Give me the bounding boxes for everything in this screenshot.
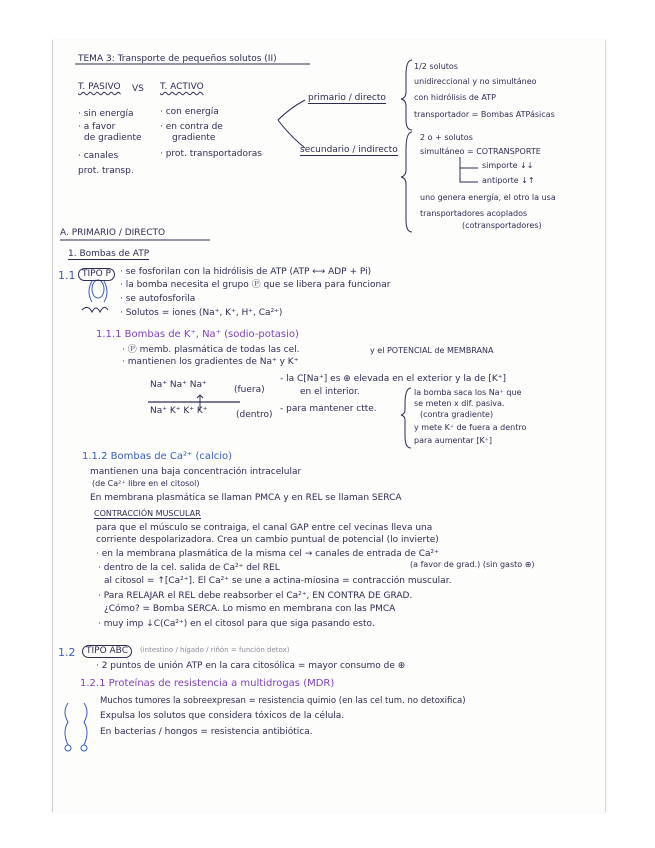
line-112: · Para RELAJAR el REL debe reabsorber el Ca²⁺, EN CONTRA DE GRAD. [98, 591, 413, 601]
tipo-p-line: · se fosforilan con la hidrólisis de ATP (ATP ⟷ ADP + Pi) [120, 267, 372, 277]
line-112: En membrana plasmática se llaman PMCA y en REL se llaman SERCA [90, 493, 402, 503]
dentro-note: - para mantener ctte. [280, 404, 377, 414]
secundario-note: transportadores acoplados [420, 209, 528, 218]
abc-organs: (intestino / hígado / riñón = función detox) [140, 646, 290, 654]
mdr-line: Expulsa los solutos que considera tóxicos de la célula. [100, 711, 345, 721]
pasivo-item: de gradiente [84, 133, 142, 143]
secundario-label: secundario / indirecto [300, 145, 398, 155]
mdr-line: Muchos tumores la sobreexpresan = resistencia quimio (en las cel tum. no detoxifica) [100, 696, 466, 706]
line-112: mantienen una baja concentración intracelular [90, 467, 302, 477]
pasivo-item: prot. transp. [78, 166, 134, 176]
fuera-note: en el interior. [300, 387, 360, 397]
diagram-note: se meten x dif. pasiva. [414, 399, 505, 408]
secundario-note: antiporte ↓↑ [482, 176, 535, 185]
fuera-note: - la C[Na⁺] es ⊕ elevada en el exterior y la de [K⁺] [280, 374, 507, 384]
line-112: para que el músculo se contraiga, el canal GAP entre cel vecinas lleva una [96, 523, 433, 533]
na-ions: Na⁺ Na⁺ Na⁺ [150, 380, 207, 390]
line-112: (de Ca²⁺ libre en el citosol) [92, 479, 200, 488]
vs-label: VS [132, 84, 144, 94]
tipo-p-line: · Solutos = iones (Na⁺, K⁺, H⁺, Ca²⁺) [120, 308, 283, 318]
section-number: 1.1 [58, 269, 76, 282]
tipo-p-badge: TIPO P [78, 268, 115, 281]
diagram-note: (contra gradiente) [420, 410, 494, 419]
primario-note: unidireccional y no simultáneo [414, 77, 537, 86]
bombas-atp-heading: 1. Bombas de ATP [68, 249, 150, 259]
secundario-note: 2 o + solutos [420, 133, 473, 142]
diagram-note: la bomba saca los Na⁺ que [414, 388, 522, 397]
pasivo-item: · canales [78, 151, 119, 161]
secundario-note: uno genera energía, el otro la usa [420, 193, 556, 202]
abc-line: · 2 puntos de unión ATP en la cara citosólica = mayor consumo de ⊕ [96, 661, 406, 671]
heading-112: 1.1.2 Bombas de Ca²⁺ (calcio) [82, 451, 233, 462]
tipo-p-line: · la bomba necesita el grupo Ⓟ que se libera para funcionar [120, 280, 391, 290]
line-112: · en la membrana plasmática de la misma cel → canales de entrada de Ca²⁺ [96, 549, 439, 559]
line-111: y el POTENCIAL de MEMBRANA [370, 346, 494, 355]
section-number: 1.2 [58, 646, 76, 659]
secundario-note: (cotransportadores) [462, 221, 542, 230]
secundario-note: simporte ↓↓ [482, 161, 534, 170]
diagram-note: para aumentar [K⁺] [414, 436, 493, 445]
line-112: ¿Cómo? = Bomba SERCA. Lo mismo en membrana con las PMCA [104, 604, 396, 614]
secundario-note: simultáneo = COTRANSPORTE [420, 147, 541, 156]
line-111: · Ⓟ memb. plasmática de todas las cel. [122, 345, 300, 355]
line-112: al citosol = ↑[Ca²⁺]. El Ca²⁺ se une a actina-miosina = contracción muscular. [104, 576, 452, 586]
activo-item: · prot. transportadoras [160, 149, 262, 159]
k-ions: Na⁺ K⁺ K⁺ K⁺ [150, 406, 208, 416]
tipo-abc-badge: TIPO ABC [82, 645, 132, 658]
activo-item: · con energía [160, 107, 219, 117]
heading-111: 1.1.1 Bombas de K⁺, Na⁺ (sodio-potasio) [96, 329, 299, 340]
activo-item: · en contra de [160, 122, 223, 132]
tipo-p-line: · se autofosforila [120, 294, 196, 304]
page-title: TEMA 3: Transporte de pequeños solutos (II) [78, 54, 277, 64]
line-112: (a favor de grad.) (sin gasto ⊕) [410, 560, 535, 569]
heading-121: 1.2.1 Proteínas de resistencia a multidrogas (MDR) [80, 678, 335, 689]
line-112: corriente despolarizadora. Crea un cambio puntual de potencial (lo invierte) [96, 535, 439, 545]
diagram-note: y mete K⁺ de fuera a dentro [414, 423, 527, 432]
dentro-label: (dentro) [236, 410, 273, 420]
primario-note: transportador = Bombas ATPásicas [414, 110, 555, 119]
pasivo-heading: T. PASIVO [78, 82, 121, 92]
pasivo-item: · sin energía [78, 109, 134, 119]
contraccion-heading: CONTRACCIÓN MUSCULAR [94, 509, 201, 518]
activo-item: gradiente [172, 133, 216, 143]
line-111: · mantienen los gradientes de Na⁺ y K⁺ [122, 357, 299, 367]
primario-note: 1/2 solutos [414, 62, 458, 71]
pasivo-item: · a favor [78, 122, 116, 132]
line-112: · muy imp ↓C(Ca²⁺) en el citosol para que siga pasando esto. [98, 619, 375, 629]
fuera-label: (fuera) [234, 385, 265, 395]
line-112: · dentro de la cel. salida de Ca²⁺ del REL [98, 563, 280, 573]
activo-heading: T. ACTIVO [160, 82, 204, 92]
mdr-line: En bacterias / hongos = resistencia antibiótica. [100, 727, 313, 737]
primario-note: con hidrólisis de ATP [414, 93, 496, 102]
section-a-title: A. PRIMARIO / DIRECTO [60, 228, 166, 238]
primario-label: primario / directo [308, 93, 386, 103]
